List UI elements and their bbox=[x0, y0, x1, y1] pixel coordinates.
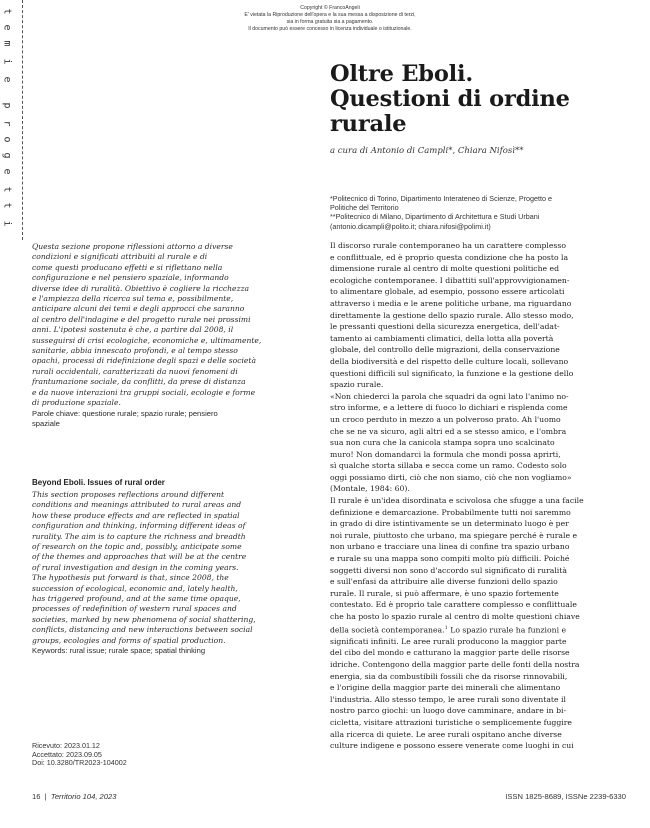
sidebar-letter: m bbox=[1, 40, 13, 47]
abstract-italian bbox=[32, 242, 312, 429]
quote-line: (Montale, 1984: 60). bbox=[330, 484, 410, 494]
abstract-english-title: Beyond Eboli. Issues of rural order bbox=[32, 478, 165, 487]
abstract-line: groups, ecologies and forms of spatial production. bbox=[32, 635, 226, 645]
body-line: significati infiniti. Le aree rurali producono la maggior parte bbox=[330, 636, 567, 646]
abstract-line: e l'ampiezza della ricerca sul tema e, possibilmente, bbox=[32, 294, 234, 304]
body-line: e rurale su una mappa sono compiti molto più difficili. Poiché bbox=[330, 554, 570, 564]
submission-dates bbox=[32, 742, 127, 768]
body-line: globale, del controllo delle migrazioni, della conservazione bbox=[330, 345, 560, 355]
abstract-line: sanitarie, abbia innescato profondi, e al tempo stesso bbox=[32, 346, 238, 356]
quote-line: che se ne va sicuro, agli altri ed a se stesso amico, e l'ombra bbox=[330, 426, 567, 436]
body-line: noi rurale, piuttosto che urbano, ma spiegare perché è rurale e bbox=[330, 530, 577, 540]
copyright-line: E' vietata la Riproduzione dell'opera e la sua messa a disposizione di terzi, bbox=[244, 12, 416, 18]
abstract-line: configurazione e nel pensiero spaziale, informando bbox=[32, 273, 229, 283]
abstract-line: The hypothesis put forward is that, since 2008, the bbox=[32, 573, 229, 583]
abstract-line: of rural investigation and design in the coming years. bbox=[32, 562, 239, 572]
body-line: e l'origine della maggior parte dei minerali che alimentano bbox=[330, 683, 561, 693]
body-line: Il rurale è un'idea disordinata e scivolosa che sfugge a una facile bbox=[330, 496, 584, 506]
affiliation-line: Politiche del Territorio bbox=[330, 203, 399, 213]
body-line: ecologiche contemporanee. I dibattiti sull'approvvigionamen- bbox=[330, 275, 570, 285]
body-line: alla ricerca di quiete. Le aree rurali ospitano anche diverse bbox=[330, 729, 562, 739]
body-line: culture indigene e possono essere venerate come luoghi in cui bbox=[330, 741, 574, 751]
keywords-italian: spaziale bbox=[32, 418, 60, 428]
abstract-line: frantumazione sociale, da conflitti, da prese di distanza bbox=[32, 377, 246, 387]
article-title bbox=[330, 62, 630, 137]
body-line: Il discorso rurale contemporaneo ha un carattere complesso bbox=[330, 241, 566, 250]
body-line: del cibo del mondo e catturano la maggior parte delle risorse bbox=[330, 648, 570, 658]
abstract-line: This section proposes reflections around different bbox=[32, 490, 225, 499]
sidebar-letter: e bbox=[1, 24, 13, 31]
quote-line: sì qualche storta sillaba e secca come un ramo. Codesto solo bbox=[330, 461, 567, 471]
abstract-line: of research on the topic and, possibly, anticipate some bbox=[32, 542, 242, 552]
sidebar-letter: e bbox=[1, 168, 13, 175]
abstract-line: societies, marked by new phenomena of social shattering, bbox=[32, 614, 256, 624]
footer-left: 16 | Territorio 104, 2023 bbox=[32, 792, 117, 801]
quote-line: «Non chiederci la parola che squadri da ogni lato l'animo no- bbox=[330, 391, 569, 401]
copyright-line: Copyright © FrancoAngeli bbox=[300, 5, 360, 11]
abstract-line: of the themes and approaches that will be at the centre bbox=[32, 552, 247, 562]
body-line-tail: Lo spazio rurale ha funzioni e bbox=[447, 625, 567, 635]
doi: Doi: 10.3280/TR2023-104002 bbox=[32, 758, 127, 768]
body-line: dimensione rurale al centro di molte questioni politiche ed bbox=[330, 264, 560, 274]
body-line-head: della società contemporanea. bbox=[330, 625, 445, 635]
body-line: attraverso i media e le arene politiche urbane, ma riguardano bbox=[330, 298, 572, 308]
body-line: to alimentare globale, ad esempio, possono essere articolati bbox=[330, 287, 565, 297]
quote-line: un croco perduto in mezzo a un polveroso prato. Ah l'uomo bbox=[330, 414, 561, 424]
abstract-line: di produzione spaziale. bbox=[32, 398, 121, 408]
copyright-line: Il documento può essere concesso in licenza individuale o istituzionale. bbox=[248, 26, 412, 32]
issn: ISSN 1825-8689, ISSNe 2239-6330 bbox=[505, 792, 626, 801]
abstract-line: Questa sezione propone riflessioni attorno a diverse bbox=[32, 242, 233, 251]
body-line bbox=[330, 623, 626, 636]
body-line: cicletta, visitare attrazioni turistiche o semplicemente fuggire bbox=[330, 717, 572, 727]
quote-line: stro informe, e a lettere di fuoco lo dichiari e risplenda come bbox=[330, 403, 568, 413]
sidebar-letter: o bbox=[1, 136, 13, 143]
abstract-line: has triggered profound, and at the same time opaque, bbox=[32, 594, 241, 604]
body-line: e conflittuale, ed è proprio questa condizione che ha posto la bbox=[330, 252, 569, 262]
abstract-line: al centro dell'indagine e del progetto rurale nei prossimi bbox=[32, 314, 251, 324]
body-line: tamento ai cambiamenti climatici, della lotta alla povertà bbox=[330, 333, 554, 343]
body-line: soggetti diversi non sono d'accordo sul significato di ruralità bbox=[330, 565, 567, 575]
abstract-line: rurali occidentali, caratterizzati da nuovi fenomeni di bbox=[32, 366, 238, 376]
body-line: contestato. Ed è proprio tale carattere complesso e conflittuale bbox=[330, 600, 577, 610]
abstract-line: how these produce effects and are reflected in spatial bbox=[32, 510, 240, 520]
abstract-line: conflicts, distancing and new interactions between social bbox=[32, 625, 253, 635]
abstract-line: condizioni e significati attribuiti al rurale e di bbox=[32, 252, 208, 262]
body-line: della biodiversità e del rispetto delle culture locali, sollevano bbox=[330, 356, 569, 366]
abstract-line: opachi, processi di ridefinizione degli spazi e delle società bbox=[32, 356, 256, 366]
authors: a cura di Antonio di Campli*, Chiara Nifosì** bbox=[330, 146, 524, 156]
body-line: questioni difficili sul significato, la funzione e la gestione dello bbox=[330, 368, 574, 378]
section-sidebar bbox=[0, 0, 23, 240]
sidebar-letter: r bbox=[1, 120, 13, 127]
body-line: e sull'enfasi da attribuire alle diverse funzioni dello spazio bbox=[330, 577, 558, 587]
body-line: idriche. Contengono della maggior parte delle fonti della nostra bbox=[330, 659, 580, 669]
title-line: Questioni di ordine bbox=[330, 86, 570, 112]
copyright-line: sia in forma gratuita sia a pagamento. bbox=[286, 19, 374, 25]
abstract-line: conditions and meanings attributed to rural areas and bbox=[32, 500, 242, 510]
footnote-marker[interactable]: 1 bbox=[444, 624, 448, 631]
quote-line: oggi possiamo dirti, ciò che non siamo, ciò che non vogliamo» bbox=[330, 472, 572, 482]
abstract-line: diverse idee di ruralità. Obiettivo è cogliere la ricchezza bbox=[32, 283, 249, 293]
sidebar-letter: t bbox=[1, 202, 13, 209]
abstract-line: anticipare alcuni dei temi e degli approcci che saranno bbox=[32, 304, 245, 314]
title-line: Oltre Eboli. bbox=[330, 61, 473, 87]
affiliation-line: **Politecnico di Milano, Dipartimento di Architettura e Studi Urbani bbox=[330, 212, 540, 222]
body-line: nostro parco giochi: un luogo dove camminare, andare in bi- bbox=[330, 706, 567, 716]
title-line: rurale bbox=[330, 111, 407, 137]
body-line: non urbano e tracciare una linea di confine tra spazio urbano bbox=[330, 542, 570, 552]
body-line: direttamente la gestione dello spazio rurale. Allo stesso modo, bbox=[330, 310, 574, 320]
affiliation-line: *Politecnico di Torino, Dipartimento Interateneo di Scienze, Progetto e bbox=[330, 194, 553, 203]
body-line: spazio rurale. bbox=[330, 380, 384, 390]
sidebar-letter: e bbox=[1, 76, 13, 83]
body-line: che ha posto lo spazio rurale al centro di molte questioni chiave bbox=[330, 612, 580, 621]
abstract-line: processes of redefinition of western rural spaces and bbox=[32, 604, 237, 614]
sidebar-letter: t bbox=[1, 8, 13, 15]
journal-name: Territorio 104, 2023 bbox=[50, 792, 117, 801]
article-body bbox=[330, 240, 626, 752]
page-number: 16 bbox=[32, 792, 41, 801]
affiliations bbox=[330, 194, 630, 231]
keywords-english: Keywords: rural issue; rurale space; spatial thinking bbox=[32, 646, 206, 656]
body-line: l'industria. Allo stesso tempo, le aree rurali sono diventate il bbox=[330, 694, 566, 704]
received-date: Ricevuto: 2023.01.12 bbox=[32, 741, 100, 750]
sidebar-letter: i bbox=[1, 58, 13, 65]
sidebar-letter: t bbox=[1, 186, 13, 193]
body-line: definizione e demarcazione. Probabilmente tutti noi saremmo bbox=[330, 507, 571, 517]
body-line: le pressanti questioni della sicurezza energetica, dell'adat- bbox=[330, 322, 560, 332]
abstract-line: anni. L'ipotesi sostenuta è che, a partire dal 2008, il bbox=[32, 325, 234, 335]
affiliation-line: (antonio.dicampli@polito.it; chiara.nifosi@polimi.it) bbox=[330, 221, 491, 231]
abstract-line: configuration and thinking, informing different ideas of bbox=[32, 521, 246, 531]
quote-line: muro! Non domandarci la formula che mondi possa aprirti, bbox=[330, 449, 561, 459]
abstract-english bbox=[32, 490, 312, 657]
copyright-notice bbox=[150, 5, 510, 33]
body-line: rurale. Il rurale, si può affermare, è uno spazio fortemente bbox=[330, 588, 559, 598]
keywords-italian: Parole chiave: questione rurale; spazio rurale; pensiero bbox=[32, 408, 218, 418]
sidebar-letter: p bbox=[1, 102, 13, 109]
sidebar-letter: g bbox=[1, 152, 13, 159]
abstract-line: come questi producano effetti e si riflettano nella bbox=[32, 262, 223, 272]
sidebar-letter: i bbox=[1, 220, 13, 227]
abstract-line: susseguirsi di crisi ecologiche, economiche e, ultimamente, bbox=[32, 335, 262, 345]
abstract-line: rurality. The aim is to capture the richness and breadth bbox=[32, 531, 246, 541]
body-line: in grado di dire istintivamente se un determinato luogo è per bbox=[330, 519, 569, 529]
abstract-line: e da nuove interazioni tra gruppi sociali, ecologie e forme bbox=[32, 387, 256, 397]
quote-line: sua non cura che la canicola stampa sopra uno scalcinato bbox=[330, 438, 555, 448]
abstract-line: succession of ecological, economic and, lately health, bbox=[32, 583, 238, 593]
accepted-date: Accettato: 2023.09.05 bbox=[32, 749, 102, 759]
body-line: energia, sia da combustibili fossili che da risorse rinnovabili, bbox=[330, 671, 568, 681]
